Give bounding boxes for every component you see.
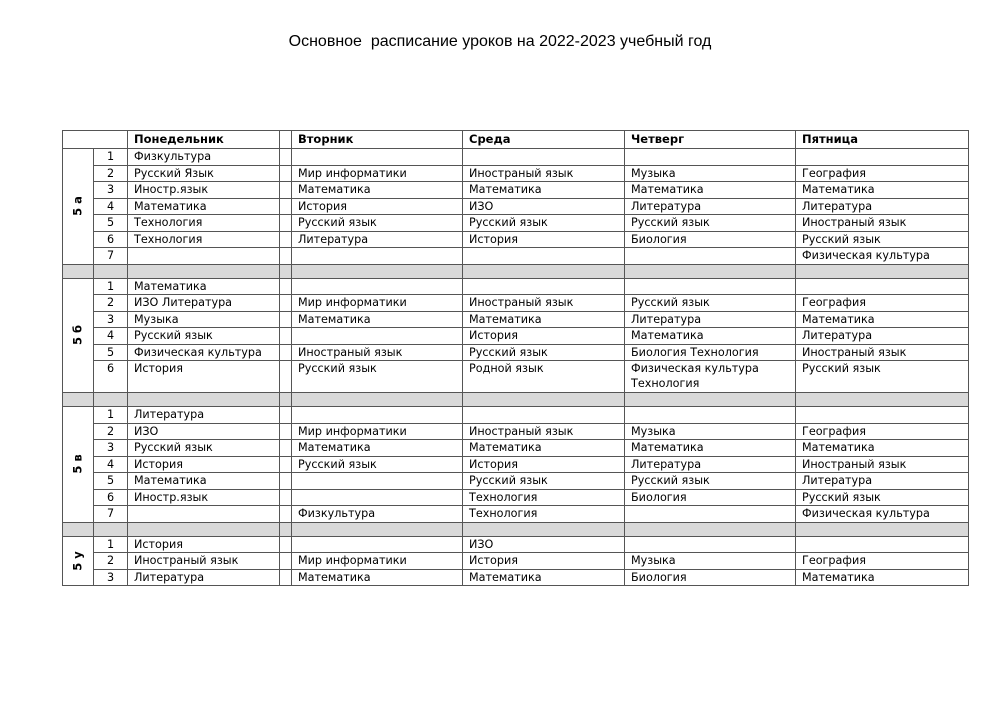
lesson-cell-thursday: Математика bbox=[625, 328, 796, 345]
separator-cell bbox=[63, 393, 94, 407]
lesson-number: 3 bbox=[94, 311, 128, 328]
spacer-cell bbox=[280, 407, 292, 424]
lesson-cell-friday: Русский язык bbox=[796, 489, 969, 506]
separator-cell bbox=[796, 264, 969, 278]
lesson-number: 4 bbox=[94, 328, 128, 345]
lesson-row bbox=[63, 456, 969, 473]
spacer-cell bbox=[280, 149, 292, 166]
lesson-number: 1 bbox=[94, 407, 128, 424]
lesson-cell-tuesday: Иностраный язык bbox=[292, 344, 463, 361]
separator-cell bbox=[796, 393, 969, 407]
spacer-cell bbox=[280, 440, 292, 457]
lesson-cell-tuesday: Математика bbox=[292, 311, 463, 328]
spacer-cell bbox=[280, 553, 292, 570]
lesson-cell-tuesday bbox=[292, 149, 463, 166]
separator-cell bbox=[292, 264, 463, 278]
separator-cell bbox=[128, 264, 280, 278]
lesson-cell-tuesday: Русский язык bbox=[292, 361, 463, 393]
lesson-cell-friday: Русский язык bbox=[796, 361, 969, 393]
lesson-cell-monday: Иностр.язык bbox=[128, 489, 280, 506]
spacer-cell bbox=[280, 473, 292, 490]
spacer-cell bbox=[280, 361, 292, 393]
lesson-cell-monday: ИЗО Литература bbox=[128, 295, 280, 312]
lesson-cell-friday: Иностраный язык bbox=[796, 456, 969, 473]
lesson-cell-monday: Технология bbox=[128, 215, 280, 232]
lesson-cell-monday: Литература bbox=[128, 569, 280, 586]
lesson-number: 6 bbox=[94, 231, 128, 248]
lesson-number: 3 bbox=[94, 440, 128, 457]
spacer-cell bbox=[280, 489, 292, 506]
lesson-row bbox=[63, 278, 969, 295]
spacer-cell bbox=[280, 215, 292, 232]
lesson-cell-wednesday bbox=[463, 248, 625, 265]
lesson-cell-wednesday: ИЗО bbox=[463, 536, 625, 553]
class-label: 5 в bbox=[70, 454, 85, 474]
lesson-row bbox=[63, 506, 969, 523]
lesson-cell-wednesday bbox=[463, 149, 625, 166]
lesson-cell-thursday: Музыка bbox=[625, 165, 796, 182]
separator-cell bbox=[280, 522, 292, 536]
separator-cell bbox=[625, 264, 796, 278]
spacer-cell bbox=[280, 328, 292, 345]
lesson-cell-wednesday: История bbox=[463, 553, 625, 570]
lesson-cell-tuesday: Мир информатики bbox=[292, 295, 463, 312]
lesson-cell-wednesday: Иностраный язык bbox=[463, 423, 625, 440]
lesson-row bbox=[63, 149, 969, 166]
lesson-cell-thursday bbox=[625, 278, 796, 295]
class-label: 5 у bbox=[70, 550, 85, 571]
lesson-cell-tuesday bbox=[292, 489, 463, 506]
lesson-row bbox=[63, 328, 969, 345]
schedule-body bbox=[63, 149, 969, 586]
lesson-row bbox=[63, 361, 969, 393]
lesson-cell-wednesday: История bbox=[463, 231, 625, 248]
spacer-cell bbox=[280, 131, 292, 149]
lesson-cell-wednesday: Математика bbox=[463, 182, 625, 199]
lesson-row bbox=[63, 344, 969, 361]
spacer-cell bbox=[280, 344, 292, 361]
lesson-number: 5 bbox=[94, 344, 128, 361]
separator-cell bbox=[625, 522, 796, 536]
lesson-cell-friday: Математика bbox=[796, 182, 969, 199]
lesson-cell-friday: Иностраный язык bbox=[796, 215, 969, 232]
class-label: 5 а bbox=[70, 196, 85, 217]
separator-cell bbox=[128, 522, 280, 536]
lesson-cell-wednesday: Математика bbox=[463, 440, 625, 457]
day-header-thursday: Четверг bbox=[625, 131, 796, 149]
lesson-cell-friday: Литература bbox=[796, 198, 969, 215]
lesson-cell-monday: История bbox=[128, 536, 280, 553]
lesson-cell-tuesday bbox=[292, 278, 463, 295]
lesson-cell-friday: Физическая культура bbox=[796, 506, 969, 523]
lesson-cell-thursday: Русский язык bbox=[625, 295, 796, 312]
separator-cell bbox=[63, 522, 94, 536]
lesson-cell-monday: Русский Язык bbox=[128, 165, 280, 182]
lesson-cell-tuesday: Математика bbox=[292, 569, 463, 586]
lesson-cell-monday: Физическая культура bbox=[128, 344, 280, 361]
separator-cell bbox=[63, 264, 94, 278]
lesson-cell-thursday: Биология bbox=[625, 489, 796, 506]
separator-row bbox=[63, 264, 969, 278]
lesson-cell-tuesday: Мир информатики bbox=[292, 423, 463, 440]
lesson-number: 1 bbox=[94, 278, 128, 295]
separator-cell bbox=[463, 522, 625, 536]
schedule-table bbox=[62, 130, 969, 586]
lesson-cell-wednesday: Технология bbox=[463, 489, 625, 506]
lesson-cell-wednesday: Технология bbox=[463, 506, 625, 523]
lesson-cell-thursday: Литература bbox=[625, 456, 796, 473]
separator-cell bbox=[463, 393, 625, 407]
lesson-cell-thursday: Русский язык bbox=[625, 473, 796, 490]
lesson-row bbox=[63, 215, 969, 232]
class-label-cell bbox=[63, 407, 94, 523]
lesson-row bbox=[63, 440, 969, 457]
lesson-row bbox=[63, 569, 969, 586]
spacer-cell bbox=[280, 198, 292, 215]
day-header-friday: Пятница bbox=[796, 131, 969, 149]
lesson-cell-monday: История bbox=[128, 456, 280, 473]
lesson-cell-monday: Математика bbox=[128, 473, 280, 490]
separator-cell bbox=[280, 264, 292, 278]
lesson-row bbox=[63, 198, 969, 215]
lesson-cell-monday: ИЗО bbox=[128, 423, 280, 440]
lesson-row bbox=[63, 295, 969, 312]
separator-cell bbox=[463, 264, 625, 278]
page-title: Основное расписание уроков на 2022-2023 учебный год bbox=[288, 33, 712, 50]
lesson-cell-monday: Русский язык bbox=[128, 440, 280, 457]
separator-row bbox=[63, 522, 969, 536]
lesson-cell-wednesday: Русский язык bbox=[463, 215, 625, 232]
lesson-cell-thursday bbox=[625, 407, 796, 424]
lesson-number: 2 bbox=[94, 295, 128, 312]
lesson-number: 7 bbox=[94, 506, 128, 523]
spacer-cell bbox=[280, 311, 292, 328]
lesson-row bbox=[63, 473, 969, 490]
lesson-row bbox=[63, 407, 969, 424]
spacer-cell bbox=[280, 506, 292, 523]
lesson-row bbox=[63, 182, 969, 199]
lesson-cell-friday bbox=[796, 407, 969, 424]
lesson-number: 4 bbox=[94, 198, 128, 215]
lesson-cell-monday: Математика bbox=[128, 198, 280, 215]
lesson-cell-thursday bbox=[625, 248, 796, 265]
lesson-number: 1 bbox=[94, 149, 128, 166]
lesson-row bbox=[63, 248, 969, 265]
lesson-cell-thursday: Музыка bbox=[625, 423, 796, 440]
lesson-row bbox=[63, 489, 969, 506]
lesson-cell-wednesday: Иностраный язык bbox=[463, 295, 625, 312]
lesson-row bbox=[63, 423, 969, 440]
lesson-cell-monday: Технология bbox=[128, 231, 280, 248]
separator-cell bbox=[292, 522, 463, 536]
spacer-cell bbox=[280, 536, 292, 553]
lesson-cell-monday bbox=[128, 506, 280, 523]
lesson-cell-friday: Математика bbox=[796, 569, 969, 586]
lesson-number: 6 bbox=[94, 489, 128, 506]
spacer-cell bbox=[280, 182, 292, 199]
class-label-cell bbox=[63, 278, 94, 393]
lesson-cell-friday: Физическая культура bbox=[796, 248, 969, 265]
lesson-cell-friday: Математика bbox=[796, 440, 969, 457]
lesson-cell-tuesday: Русский язык bbox=[292, 456, 463, 473]
lesson-cell-monday: Русский язык bbox=[128, 328, 280, 345]
lesson-cell-tuesday: Математика bbox=[292, 182, 463, 199]
lesson-cell-wednesday: История bbox=[463, 456, 625, 473]
lesson-row bbox=[63, 536, 969, 553]
lesson-cell-wednesday bbox=[463, 407, 625, 424]
lesson-cell-thursday: Математика bbox=[625, 440, 796, 457]
lesson-cell-friday: Русский язык bbox=[796, 231, 969, 248]
spacer-cell bbox=[280, 165, 292, 182]
lesson-cell-wednesday: ИЗО bbox=[463, 198, 625, 215]
lesson-number: 3 bbox=[94, 182, 128, 199]
lesson-number: 7 bbox=[94, 248, 128, 265]
spacer-cell bbox=[280, 456, 292, 473]
lesson-cell-tuesday: Русский язык bbox=[292, 215, 463, 232]
lesson-cell-tuesday bbox=[292, 407, 463, 424]
lesson-number: 2 bbox=[94, 165, 128, 182]
lesson-cell-monday: Литература bbox=[128, 407, 280, 424]
lesson-number: 6 bbox=[94, 361, 128, 393]
lesson-cell-wednesday: Русский язык bbox=[463, 344, 625, 361]
lesson-cell-friday bbox=[796, 278, 969, 295]
lesson-row bbox=[63, 553, 969, 570]
lesson-cell-thursday bbox=[625, 506, 796, 523]
lesson-cell-wednesday: Русский язык bbox=[463, 473, 625, 490]
lesson-cell-thursday bbox=[625, 149, 796, 166]
lesson-cell-monday: Музыка bbox=[128, 311, 280, 328]
lesson-cell-wednesday: Математика bbox=[463, 569, 625, 586]
lesson-cell-wednesday: Иностраный язык bbox=[463, 165, 625, 182]
lesson-number: 5 bbox=[94, 473, 128, 490]
lesson-number: 1 bbox=[94, 536, 128, 553]
lesson-cell-wednesday: История bbox=[463, 328, 625, 345]
lesson-cell-wednesday bbox=[463, 278, 625, 295]
spacer-cell bbox=[280, 248, 292, 265]
separator-cell bbox=[94, 522, 128, 536]
lesson-cell-tuesday: Мир информатики bbox=[292, 165, 463, 182]
lesson-cell-friday bbox=[796, 149, 969, 166]
lesson-cell-monday bbox=[128, 248, 280, 265]
header-row bbox=[63, 131, 969, 149]
spacer-cell bbox=[280, 569, 292, 586]
lesson-cell-tuesday: Литература bbox=[292, 231, 463, 248]
lesson-number: 2 bbox=[94, 423, 128, 440]
separator-cell bbox=[94, 264, 128, 278]
lesson-cell-thursday: Литература bbox=[625, 198, 796, 215]
lesson-cell-tuesday: Математика bbox=[292, 440, 463, 457]
lesson-cell-friday: Математика bbox=[796, 311, 969, 328]
lesson-cell-wednesday: Родной язык bbox=[463, 361, 625, 393]
day-header-tuesday: Вторник bbox=[292, 131, 463, 149]
lesson-number: 2 bbox=[94, 553, 128, 570]
lesson-cell-thursday: Биология bbox=[625, 569, 796, 586]
lesson-cell-thursday: Биология Технология bbox=[625, 344, 796, 361]
lesson-cell-thursday: Музыка bbox=[625, 553, 796, 570]
lesson-cell-monday: Иностр.язык bbox=[128, 182, 280, 199]
separator-cell bbox=[94, 393, 128, 407]
separator-cell bbox=[796, 522, 969, 536]
lesson-cell-friday: География bbox=[796, 553, 969, 570]
class-label-cell bbox=[63, 149, 94, 265]
lesson-cell-thursday: Литература bbox=[625, 311, 796, 328]
lesson-cell-friday: Иностраный язык bbox=[796, 344, 969, 361]
class-label: 5 б bbox=[70, 325, 85, 346]
lesson-number: 3 bbox=[94, 569, 128, 586]
lesson-row bbox=[63, 311, 969, 328]
lesson-row bbox=[63, 231, 969, 248]
lesson-cell-monday: Физкультура bbox=[128, 149, 280, 166]
day-header-monday: Понедельник bbox=[128, 131, 280, 149]
spacer-cell bbox=[280, 231, 292, 248]
lesson-number: 4 bbox=[94, 456, 128, 473]
lesson-cell-friday: География bbox=[796, 165, 969, 182]
separator-cell bbox=[128, 393, 280, 407]
spacer-cell bbox=[280, 295, 292, 312]
lesson-number: 5 bbox=[94, 215, 128, 232]
spacer-cell bbox=[280, 278, 292, 295]
lesson-cell-tuesday: Физкультура bbox=[292, 506, 463, 523]
lesson-cell-thursday: Математика bbox=[625, 182, 796, 199]
corner-cell bbox=[63, 131, 128, 149]
separator-row bbox=[63, 393, 969, 407]
lesson-cell-tuesday bbox=[292, 473, 463, 490]
lesson-cell-friday: География bbox=[796, 423, 969, 440]
lesson-cell-wednesday: Математика bbox=[463, 311, 625, 328]
lesson-cell-thursday bbox=[625, 536, 796, 553]
lesson-cell-friday: География bbox=[796, 295, 969, 312]
separator-cell bbox=[280, 393, 292, 407]
separator-cell bbox=[625, 393, 796, 407]
class-label-cell bbox=[63, 536, 94, 586]
lesson-cell-thursday: Физическая культура Технология bbox=[625, 361, 796, 393]
lesson-cell-tuesday: Мир информатики bbox=[292, 553, 463, 570]
spacer-cell bbox=[280, 423, 292, 440]
lesson-cell-tuesday bbox=[292, 536, 463, 553]
lesson-cell-tuesday: История bbox=[292, 198, 463, 215]
lesson-row bbox=[63, 165, 969, 182]
lesson-cell-friday bbox=[796, 536, 969, 553]
lesson-cell-thursday: Биология bbox=[625, 231, 796, 248]
lesson-cell-monday: Математика bbox=[128, 278, 280, 295]
lesson-cell-monday: Иностраный язык bbox=[128, 553, 280, 570]
separator-cell bbox=[292, 393, 463, 407]
lesson-cell-tuesday bbox=[292, 328, 463, 345]
lesson-cell-friday: Литература bbox=[796, 328, 969, 345]
lesson-cell-tuesday bbox=[292, 248, 463, 265]
day-header-wednesday: Среда bbox=[463, 131, 625, 149]
lesson-cell-thursday: Русский язык bbox=[625, 215, 796, 232]
lesson-cell-friday: Литература bbox=[796, 473, 969, 490]
lesson-cell-monday: История bbox=[128, 361, 280, 393]
